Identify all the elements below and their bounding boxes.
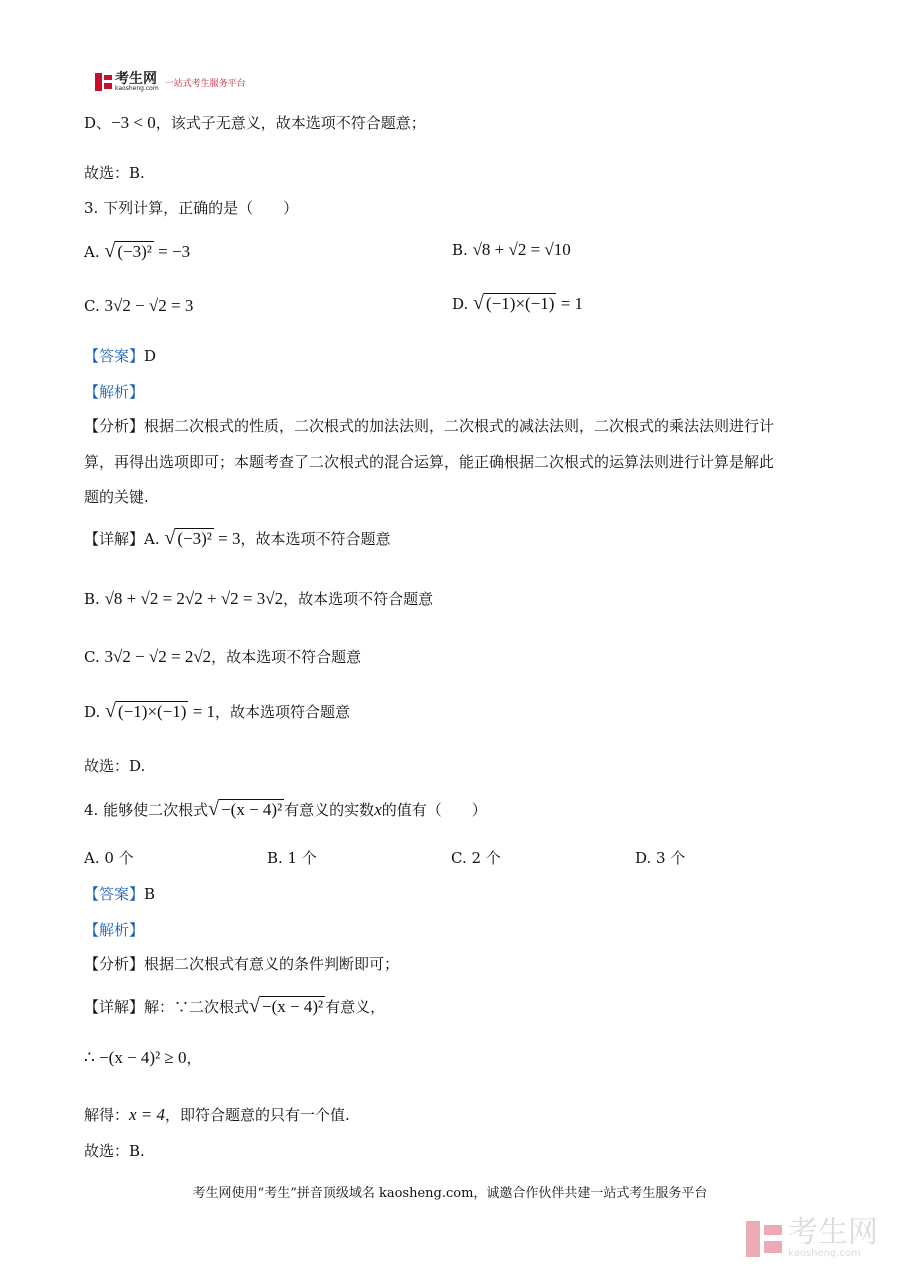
- logo-slogan: 一站式考生服务平台: [164, 78, 246, 89]
- q3-detail-c: C. 3√2 − √2 = 2√2，故本选项不符合题意: [84, 647, 362, 666]
- header-logo: [95, 72, 246, 92]
- q4-stem: 4. 能够使二次根式√ −(x − 4)² 有意义的实数x的值有（ ）: [84, 798, 487, 820]
- watermark-name: 考生网: [788, 1215, 878, 1250]
- logo-name: 考生网: [115, 71, 157, 87]
- q3-analysis-tag: 【解析】: [84, 383, 145, 401]
- q4-option-d: D. 3 个: [635, 849, 686, 867]
- q3-detail-d: D. √ (−1)×(−1) = 1，故本选项符合题意: [84, 700, 351, 722]
- q4-option-b: B. 1 个: [267, 849, 317, 867]
- q4-detail-line2: ∴ −(x − 4)² ≥ 0，: [84, 1048, 202, 1067]
- q3-option-d: D. √ (−1)×(−1) = 1: [452, 292, 584, 314]
- q4-option-c: C. 2 个: [451, 849, 501, 867]
- q4-option-a: A. 0 个: [84, 849, 134, 867]
- q3-stem: 3. 下列计算，正确的是（ ）: [84, 199, 299, 217]
- q3-fenxi-line1: 【分析】根据二次根式的性质，二次根式的加法法则，二次根式的减法法则，二次根式的乘法法则进行计: [84, 417, 775, 435]
- q3-fenxi-line3: 题的关键.: [84, 488, 149, 506]
- q3-option-c: C. 3√2 − √2 = 3: [84, 296, 194, 315]
- q3-answer: 【答案】D: [84, 347, 157, 365]
- q3-detail-b: B. √8 + √2 = 2√2 + √2 = 3√2，故本选项不符合题意: [84, 589, 434, 608]
- page-footer: 考生网使用“考生”拼音顶级域名 kaosheng.com，诚邀合作伙伴共建一站式考生服务平台: [192, 1186, 708, 1201]
- prev-final: 故选：B.: [84, 164, 145, 182]
- prev-d-math: −3 < 0: [111, 113, 156, 132]
- q3-final: 故选：D.: [84, 757, 146, 775]
- q3-option-b: B. √8 + √2 = √10: [452, 240, 571, 259]
- q3-fenxi-line2: 算，再得出选项即可；本题考查了二次根式的混合运算，能正确根据二次根式的运算法则进行计算是解此: [84, 453, 775, 471]
- q4-detail-line3: 解得：x = 4，即符合题意的只有一个值.: [84, 1105, 350, 1124]
- watermark-icon: [746, 1221, 782, 1257]
- q4-final: 故选：B.: [84, 1142, 145, 1160]
- q3-option-a: A. √ (−3)² = −3: [84, 240, 191, 262]
- watermark-logo: [746, 1215, 878, 1259]
- prev-d-line: D、−3 < 0，该式子无意义，故本选项不符合题意；: [84, 113, 426, 132]
- q3-detail-a: 【详解】A. √ (−3)² = 3，故本选项不符合题意: [84, 527, 391, 549]
- q4-fenxi: 【分析】根据二次根式有意义的条件判断即可；: [84, 955, 400, 973]
- q4-detail-line1: 【详解】解：∵二次根式√ −(x − 4)² 有意义，: [84, 995, 386, 1017]
- q4-analysis-tag: 【解析】: [84, 921, 145, 939]
- watermark-domain: kaosheng.com: [788, 1248, 861, 1259]
- logo-domain: kaosheng.com: [115, 85, 159, 92]
- q4-answer: 【答案】B: [84, 885, 156, 903]
- logo-icon: [95, 73, 112, 91]
